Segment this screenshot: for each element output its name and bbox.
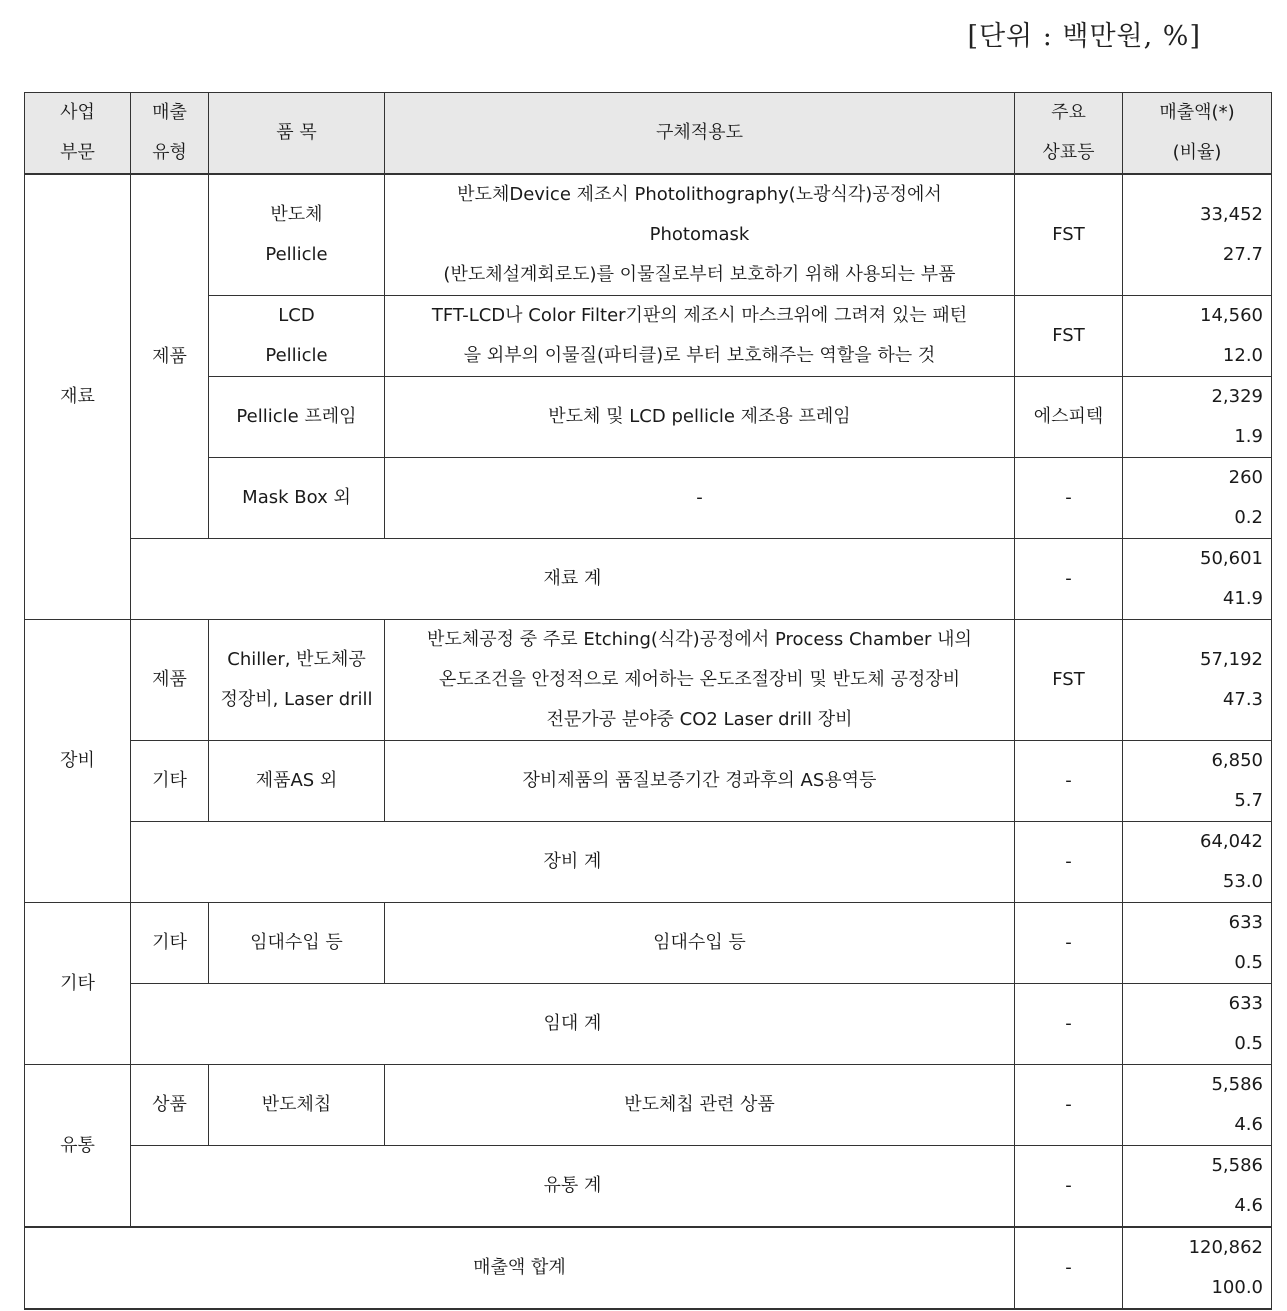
amount-cell: 260 0.2 [1123,458,1272,539]
brand-cell: - [1015,984,1123,1065]
amount-cell: 5,586 4.6 [1123,1146,1272,1228]
subtotal-label: 재료 계 [131,539,1015,620]
item-cell: 반도체 Pellicle [209,174,385,296]
brand-cell: - [1015,458,1123,539]
brand-cell: FST [1015,296,1123,377]
amount-cell: 120,862 100.0 [1123,1227,1272,1309]
item-cell: Chiller, 반도체공 정장비, Laser drill [209,620,385,741]
amount-cell: 33,452 27.7 [1123,174,1272,296]
type-cell: 상품 [131,1065,209,1146]
grand-total-label: 매출액 합계 [25,1227,1015,1309]
table-header-row [25,93,1272,175]
usage-cell: 반도체 및 LCD pellicle 제조용 프레임 [385,377,1015,458]
header-usage: 구체적용도 [385,93,1015,175]
item-cell: 임대수입 등 [209,903,385,984]
header-amount: 매출액(*) (비율) [1123,93,1272,175]
header-item: 품 목 [209,93,385,175]
brand-cell: - [1015,1146,1123,1228]
brand-cell: - [1015,822,1123,903]
usage-cell: 임대수입 등 [385,903,1015,984]
brand-cell: - [1015,1227,1123,1309]
brand-cell: - [1015,741,1123,822]
subtotal-row [25,822,1272,903]
subtotal-label: 임대 계 [131,984,1015,1065]
segment-cell-other: 기타 [25,903,131,1065]
subtotal-row [25,1146,1272,1228]
sales-table [24,92,1272,1310]
unit-label: [단위 : 백만원, %] [967,21,1201,52]
amount-cell: 6,850 5.7 [1123,741,1272,822]
amount-cell: 64,042 53.0 [1123,822,1272,903]
usage-cell: 반도체칩 관련 상품 [385,1065,1015,1146]
segment-cell-materials: 재료 [25,174,131,620]
brand-cell: - [1015,1065,1123,1146]
table-row [25,903,1272,984]
item-cell: 제품AS 외 [209,741,385,822]
brand-cell: FST [1015,620,1123,741]
item-cell: LCD Pellicle [209,296,385,377]
usage-cell: 반도체공정 중 주로 Etching(식각)공정에서 Process Chamber 내의 온도조건을 안정적으로 제어하는 온도조절장비 및 반도체 공정장비 전문가공 분야중 CO2 Laser drill 장비 [385,620,1015,741]
amount-cell: 633 0.5 [1123,984,1272,1065]
subtotal-row [25,539,1272,620]
header-segment: 사업 부문 [25,93,131,175]
brand-cell: 에스피텍 [1015,377,1123,458]
usage-cell: - [385,458,1015,539]
amount-cell: 50,601 41.9 [1123,539,1272,620]
subtotal-label: 유통 계 [131,1146,1015,1228]
brand-cell: FST [1015,174,1123,296]
table-row [25,1065,1272,1146]
item-cell: 반도체칩 [209,1065,385,1146]
table-row [25,458,1272,539]
usage-cell: TFT-LCD나 Color Filter기판의 제조시 마스크위에 그려져 있는 패턴 을 외부의 이물질(파티클)로 부터 보호해주는 역할을 하는 것 [385,296,1015,377]
table-row [25,174,1272,296]
type-cell: 기타 [131,741,209,822]
usage-cell: 반도체Device 제조시 Photolithography(노광식각)공정에서 Photomask (반도체설계회로도)를 이물질로부터 보호하기 위해 사용되는 부품 [385,174,1015,296]
subtotal-row [25,984,1272,1065]
usage-cell: 장비제품의 품질보증기간 경과후의 AS용역등 [385,741,1015,822]
table-row [25,741,1272,822]
amount-cell: 14,560 12.0 [1123,296,1272,377]
table-row [25,377,1272,458]
table-row [25,296,1272,377]
header-sales-type: 매출 유형 [131,93,209,175]
amount-cell: 5,586 4.6 [1123,1065,1272,1146]
amount-cell: 2,329 1.9 [1123,377,1272,458]
type-cell: 제품 [131,174,209,539]
brand-cell: - [1015,539,1123,620]
brand-cell: - [1015,903,1123,984]
grand-total-row [25,1227,1272,1309]
item-cell: Pellicle 프레임 [209,377,385,458]
segment-cell-distribution: 유통 [25,1065,131,1228]
type-cell: 제품 [131,620,209,741]
subtotal-label: 장비 계 [131,822,1015,903]
table-row [25,620,1272,741]
amount-cell: 57,192 47.3 [1123,620,1272,741]
item-cell: Mask Box 외 [209,458,385,539]
header-brand: 주요 상표등 [1015,93,1123,175]
segment-cell-equipment: 장비 [25,620,131,903]
type-cell: 기타 [131,903,209,984]
amount-cell: 633 0.5 [1123,903,1272,984]
